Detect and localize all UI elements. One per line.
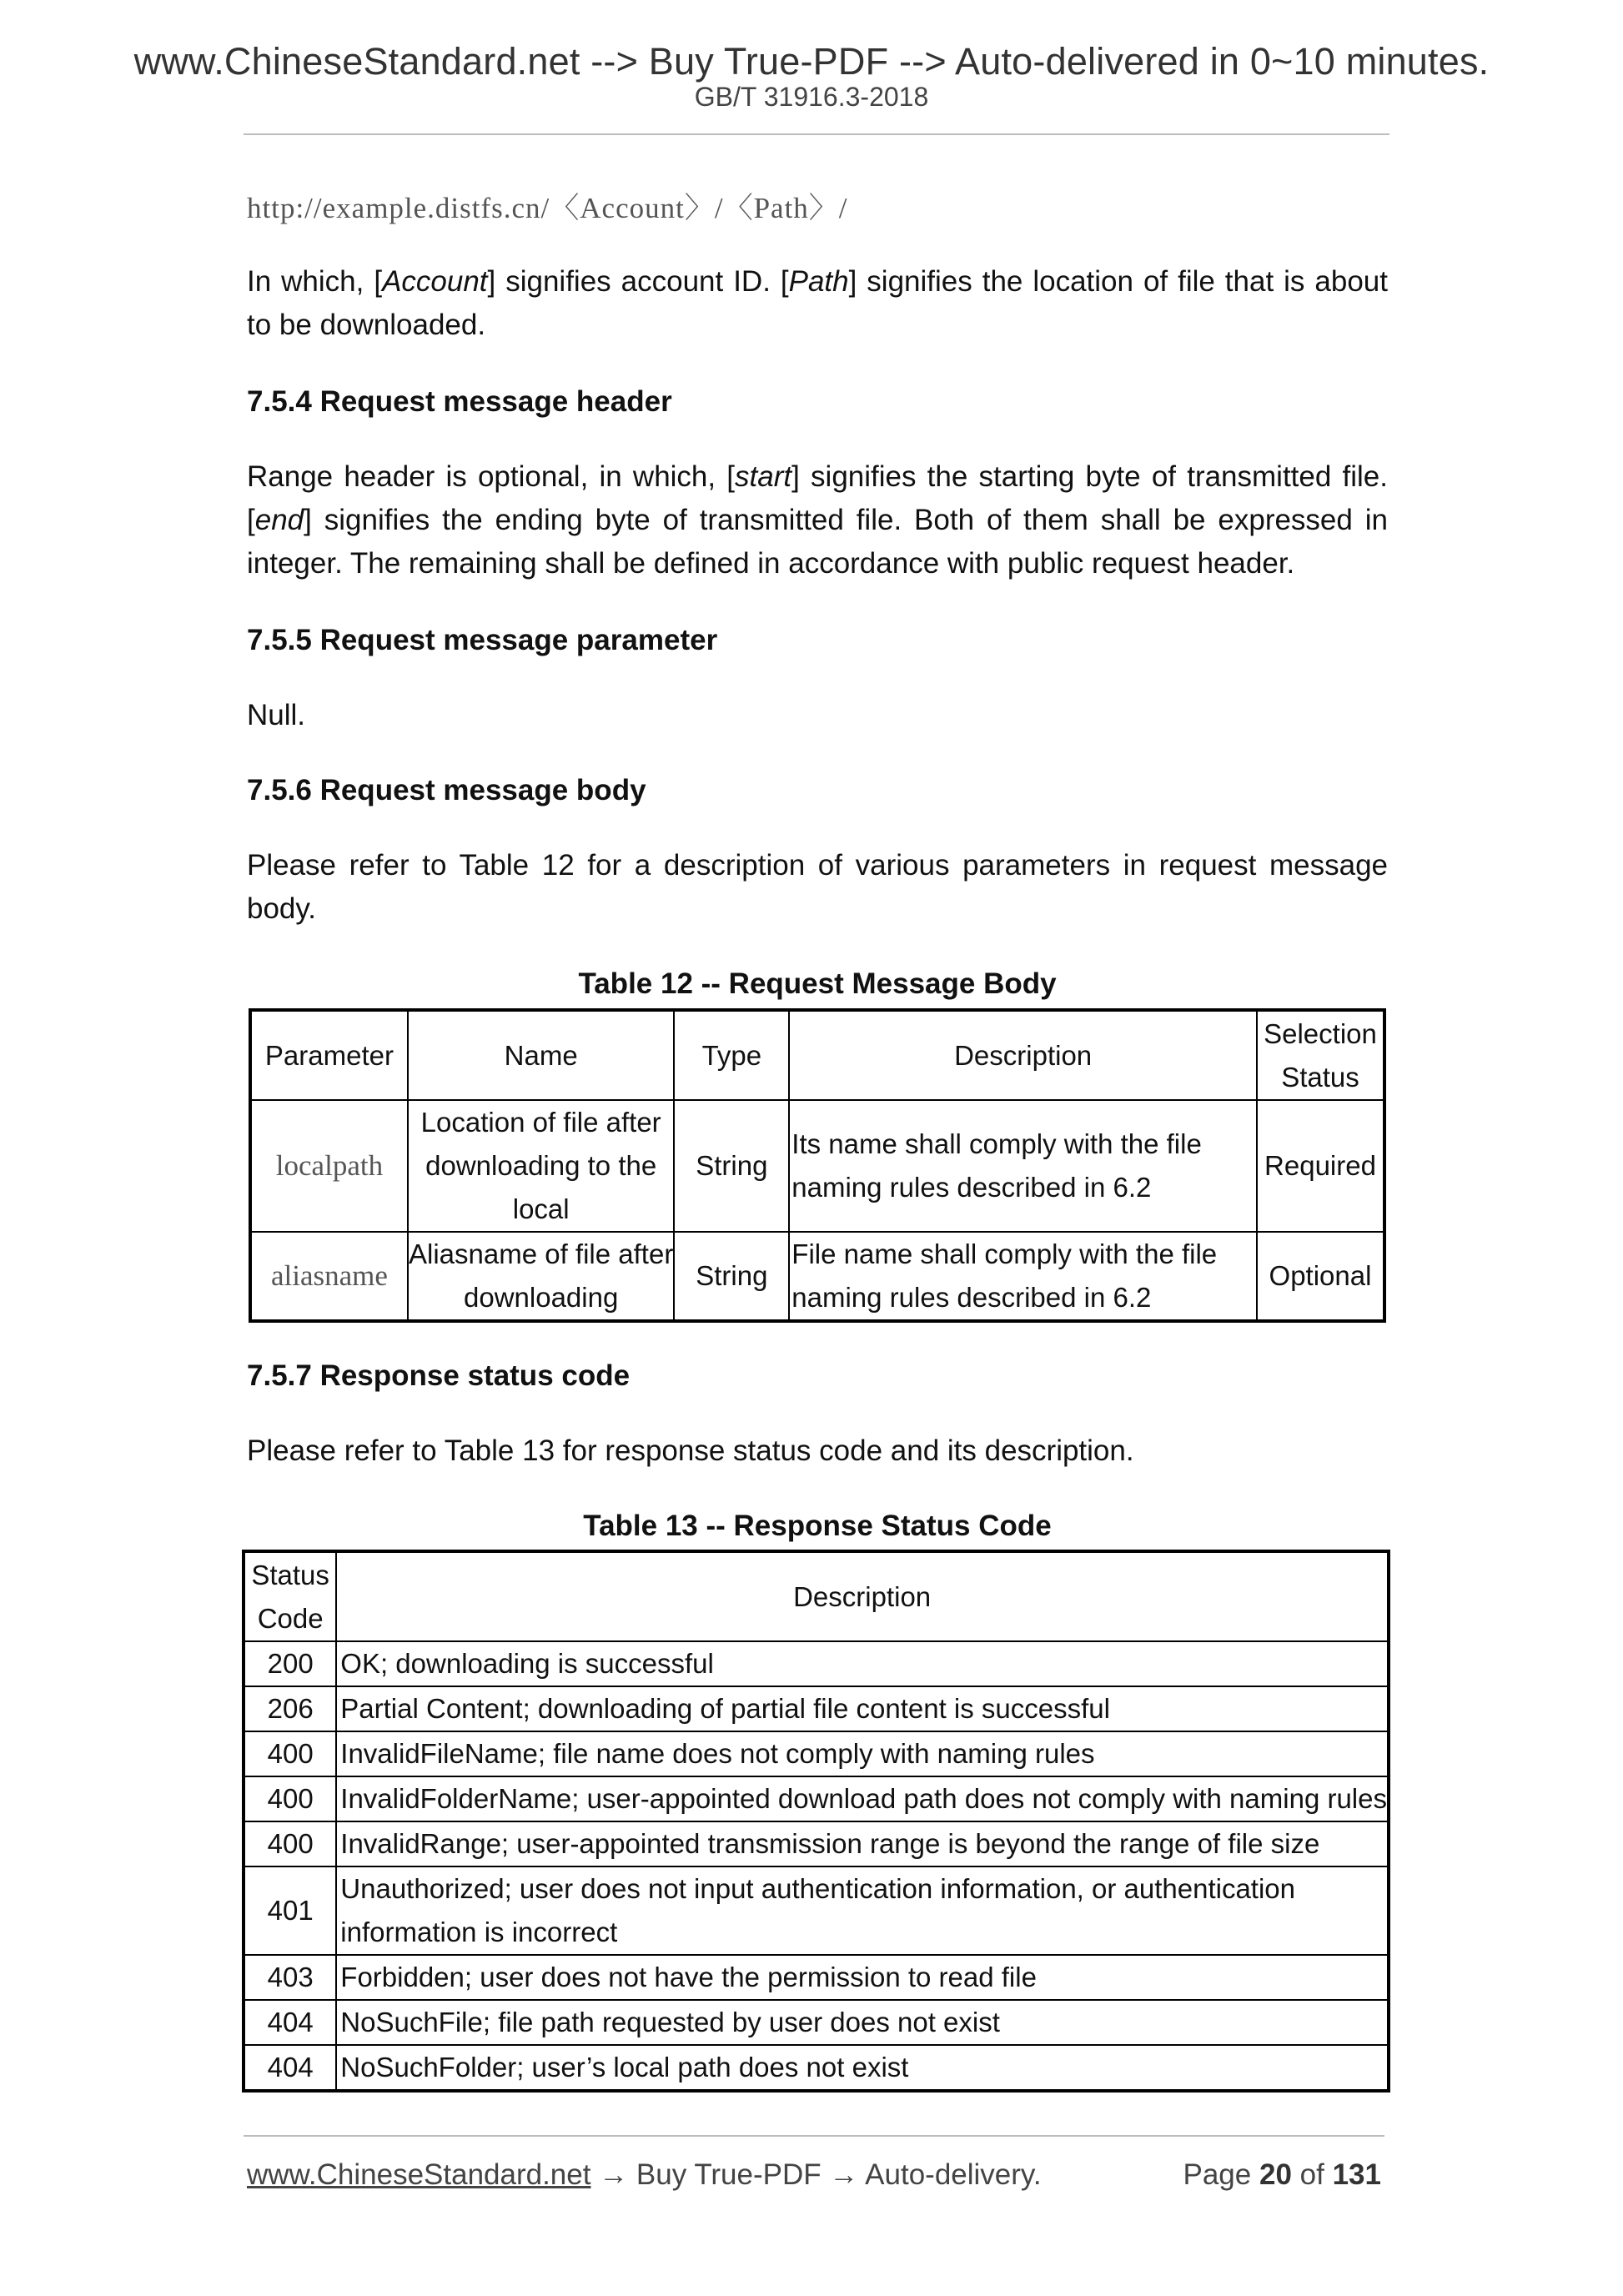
status-code-cell: 401 <box>244 1866 336 1955</box>
description-cell: NoSuchFolder; user’s local path does not exist <box>336 2045 1389 2091</box>
section-heading-755: 7.5.5 Request message parameter <box>247 624 718 656</box>
name-cell: Location of file after downloading to the local <box>408 1100 675 1232</box>
type-cell: String <box>674 1232 789 1321</box>
parameter-cell: localpath <box>250 1100 408 1232</box>
text-segment: ] signifies account ID. [ <box>487 265 789 298</box>
status-code-cell: 400 <box>244 1731 336 1776</box>
paragraph-in-which <box>247 260 1388 347</box>
end-term: end <box>254 504 304 536</box>
status-code-cell: 403 <box>244 1955 336 2000</box>
section-heading-754: 7.5.4 Request message header <box>247 385 672 418</box>
paragraph-756: Please refer to Table 12 for a description of various parameters in request message body. <box>247 849 1388 925</box>
description-cell: Partial Content; downloading of partial file content is successful <box>336 1686 1389 1731</box>
table-12-caption: Table 12 -- Request Message Body <box>578 967 1057 1000</box>
status-cell: Required <box>1257 1100 1384 1232</box>
account-term: Account <box>382 265 488 298</box>
text-segment: Range header is optional, in which, [ <box>247 460 736 493</box>
start-term: start <box>735 460 792 493</box>
table-row <box>244 1955 1389 2000</box>
paragraph-754 <box>247 455 1388 585</box>
table-row <box>244 1731 1389 1776</box>
text-segment: ] signifies the location of file that is about to be downloaded. <box>247 265 1388 341</box>
section-heading-757: 7.5.7 Response status code <box>247 1359 631 1392</box>
description-cell: OK; downloading is successful <box>336 1641 1389 1686</box>
column-header: Description <box>789 1010 1257 1100</box>
type-cell: String <box>674 1100 789 1232</box>
table-row <box>244 1776 1389 1821</box>
description-cell: InvalidFolderName; user-appointed download path does not comply with naming rules <box>336 1776 1389 1821</box>
footer-site-link[interactable]: www.ChineseStandard.net <box>247 2158 591 2191</box>
column-header: Type <box>674 1010 789 1100</box>
page-indicator <box>1183 2158 1382 2192</box>
table-13 <box>242 1550 1390 2093</box>
text-segment: ] signifies the ending byte of transmitted file. Both of them shall be expressed in integer. The remaining shall be defined in accordance with public request header. <box>247 504 1388 580</box>
description-cell: Forbidden; user does not have the permission to read file <box>336 1955 1389 2000</box>
total-pages: 131 <box>1332 2158 1381 2191</box>
header-divider <box>244 133 1389 135</box>
table-row <box>244 2045 1389 2091</box>
status-code-cell: 400 <box>244 1776 336 1821</box>
table-row <box>244 1821 1389 1866</box>
status-code-cell: 404 <box>244 2000 336 2045</box>
banner-text: www.ChineseStandard.net --> Buy True-PDF --> Auto-delivered in 0~10 minutes. <box>133 40 1490 83</box>
table-13-caption: Table 13 -- Response Status Code <box>583 1510 1052 1542</box>
paragraph-757: Please refer to Table 13 for response status code and its description. <box>247 1434 1134 1467</box>
path-term: Path <box>788 265 849 298</box>
table-row <box>250 1232 1384 1321</box>
page-number: 20 <box>1259 2158 1292 2191</box>
status-code-cell: 200 <box>244 1641 336 1686</box>
table-row <box>244 1686 1389 1731</box>
column-header: Parameter <box>250 1010 408 1100</box>
url-example: http://example.distfs.cn/〈Account〉/〈Path〉/ <box>247 192 848 224</box>
description-cell: InvalidFileName; file name does not comply with naming rules <box>336 1731 1389 1776</box>
column-header: Description <box>336 1551 1389 1641</box>
section-heading-756: 7.5.6 Request message body <box>247 774 646 806</box>
page-label: Page <box>1183 2158 1252 2191</box>
description-cell: NoSuchFile; file path requested by user does not exist <box>336 2000 1389 2045</box>
table-row <box>244 1641 1389 1686</box>
table-row <box>250 1100 1384 1232</box>
description-cell: Its name shall comply with the file naming rules described in 6.2 <box>789 1100 1257 1232</box>
of-label: of <box>1299 2158 1324 2191</box>
name-cell: Aliasname of file after downloading <box>408 1232 675 1321</box>
footer-tagline: → Buy True-PDF → Auto-delivery. <box>590 2158 1042 2191</box>
table-row <box>244 1866 1389 1955</box>
status-code-cell: 206 <box>244 1686 336 1731</box>
description-cell: Unauthorized; user does not input authentication information, or authentication information is incorrect <box>336 1866 1389 1955</box>
paragraph-755: Null. <box>247 699 306 731</box>
description-cell: File name shall comply with the file naming rules described in 6.2 <box>789 1232 1257 1321</box>
status-code-cell: 404 <box>244 2045 336 2091</box>
parameter-cell: aliasname <box>250 1232 408 1321</box>
table-row <box>244 2000 1389 2045</box>
standard-code: GB/T 31916.3-2018 <box>694 82 929 112</box>
table-header-row <box>250 1010 1384 1100</box>
status-code-cell: 400 <box>244 1821 336 1866</box>
text-segment: ] signifies the starting byte of transmitted file. [ <box>247 460 1388 536</box>
footer-divider <box>244 2135 1384 2137</box>
text-segment: In which, [ <box>247 265 383 298</box>
column-header: Selection Status <box>1257 1010 1384 1100</box>
table-12 <box>249 1008 1386 1323</box>
table-header-row <box>244 1551 1389 1641</box>
column-header: Status Code <box>244 1551 336 1641</box>
column-header: Name <box>408 1010 675 1100</box>
footer-left <box>247 2158 1042 2192</box>
status-cell: Optional <box>1257 1232 1384 1321</box>
description-cell: InvalidRange; user-appointed transmission range is beyond the range of file size <box>336 1821 1389 1866</box>
